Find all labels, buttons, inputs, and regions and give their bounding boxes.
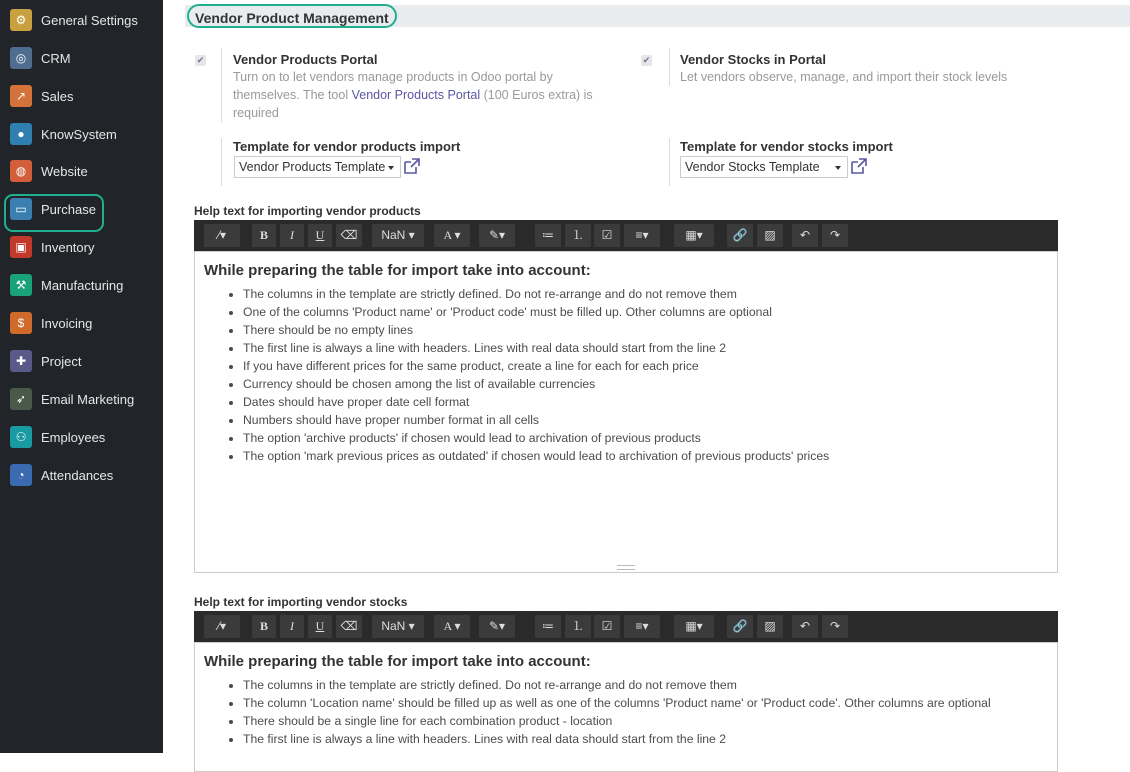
paper-plane-icon: ➶ bbox=[10, 388, 32, 410]
list-item: • There should be a single line for each combination product - location bbox=[243, 712, 991, 730]
list-item: • One of the columns 'Product name' or 'Product code' must be filled up. Other columns are optional bbox=[243, 303, 829, 321]
wrench-icon: ⚒ bbox=[10, 274, 32, 296]
bullet-list-icon[interactable]: ≔ bbox=[535, 224, 561, 247]
list-item: • There should be no empty lines bbox=[243, 321, 829, 339]
checklist-icon[interactable]: ☑ bbox=[594, 224, 620, 247]
bold-icon[interactable]: B bbox=[252, 615, 276, 638]
vendor-stocks-portal-title: Vendor Stocks in Portal bbox=[680, 52, 826, 67]
editor-heading: While preparing the table for import take into account: bbox=[204, 262, 591, 279]
stocks-help-label: Help text for importing vendor stocks bbox=[194, 595, 408, 609]
handshake-icon: ◎ bbox=[10, 47, 32, 69]
list-item: • Dates should have proper date cell format bbox=[243, 393, 829, 411]
sidebar-item-email-marketing[interactable] bbox=[0, 384, 163, 414]
align-icon[interactable]: ≡▾ bbox=[624, 615, 660, 638]
magic-wand-icon[interactable]: ⁄▾ bbox=[204, 224, 240, 247]
font-size-dropdown[interactable]: NaN ▾ bbox=[372, 615, 424, 638]
font-color-icon[interactable]: A ▾ bbox=[434, 224, 470, 247]
sidebar-item-label: Sales bbox=[41, 88, 74, 104]
sidebar-item-crm[interactable] bbox=[0, 43, 163, 73]
desc-text-end: (100 Euros extra) is required bbox=[233, 88, 593, 120]
sidebar-item-knowsystem[interactable] bbox=[0, 119, 163, 149]
undo-icon[interactable]: ↶ bbox=[792, 615, 818, 638]
underline-icon[interactable]: U bbox=[308, 224, 332, 247]
list-item: • The first line is always a line with headers. Lines with real data should start from the line 2 bbox=[243, 730, 991, 748]
sidebar-item-label: Website bbox=[41, 163, 88, 179]
undo-icon[interactable]: ↶ bbox=[792, 224, 818, 247]
sidebar-item-general-settings[interactable] bbox=[0, 5, 163, 35]
list-item: • If you have different prices for the same product, create a line for each for each price bbox=[243, 357, 829, 375]
sidebar-item-employees[interactable] bbox=[0, 422, 163, 452]
editor-toolbar bbox=[194, 220, 1058, 251]
link-icon[interactable]: 🔗 bbox=[727, 224, 753, 247]
list-item: • The option 'mark previous prices as outdated' if chosen would lead to archivation of previous products' prices bbox=[243, 447, 829, 465]
table-icon[interactable]: ▦▾ bbox=[674, 224, 714, 247]
setting-divider bbox=[221, 48, 222, 123]
font-size-dropdown-label: NaN bbox=[381, 228, 406, 242]
sidebar-item-label: Employees bbox=[41, 429, 106, 445]
font-size-dropdown-label: NaN bbox=[381, 619, 406, 633]
sidebar-item-label: Inventory bbox=[41, 239, 95, 255]
sidebar-item-invoicing[interactable] bbox=[0, 308, 163, 338]
products-template-value: Vendor Products Template bbox=[239, 160, 386, 174]
products-help-label: Help text for importing vendor products bbox=[194, 204, 421, 218]
paintbrush-icon[interactable]: ✎▾ bbox=[479, 615, 515, 638]
section-title: Vendor Product Management bbox=[187, 4, 397, 28]
sidebar-item-project[interactable] bbox=[0, 346, 163, 376]
vendor-products-portal-link[interactable]: Vendor Products Portal bbox=[351, 88, 481, 102]
sidebar-item-label: Invoicing bbox=[41, 315, 93, 331]
stocks-template-label: Template for vendor stocks import bbox=[680, 139, 893, 154]
editor-list bbox=[223, 676, 991, 748]
settings-main bbox=[163, 0, 1130, 753]
image-icon[interactable]: ▨ bbox=[757, 224, 783, 247]
sidebar-item-label: General Settings bbox=[41, 12, 138, 28]
list-item: • The column 'Location name' should be filled up as well as one of the columns 'Product name' or 'Product code'. Other columns are optional bbox=[243, 694, 991, 712]
italic-icon[interactable]: I bbox=[280, 615, 304, 638]
numbered-list-icon[interactable]: ⒈ bbox=[565, 224, 591, 247]
people-icon: ⚇ bbox=[10, 426, 32, 448]
sidebar-item-website[interactable] bbox=[0, 156, 163, 186]
sidebar-item-label: Email Marketing bbox=[41, 391, 135, 407]
redo-icon[interactable]: ↷ bbox=[822, 224, 848, 247]
sidebar-item-attendances[interactable] bbox=[0, 460, 163, 490]
sidebar-item-label: Attendances bbox=[41, 467, 114, 483]
image-icon[interactable]: ▨ bbox=[757, 615, 783, 638]
bold-icon[interactable]: B bbox=[252, 224, 276, 247]
vendor-products-portal-desc bbox=[233, 68, 603, 122]
products-help-editor[interactable] bbox=[194, 251, 1058, 573]
globe-icon: ◍ bbox=[10, 160, 32, 182]
vendor-products-portal-checkbox[interactable]: ✔ bbox=[196, 55, 205, 65]
font-color-icon-label: A bbox=[443, 619, 452, 633]
card-icon: ▭ bbox=[10, 198, 32, 220]
chart-icon: ↗ bbox=[10, 85, 32, 107]
sidebar-item-inventory[interactable] bbox=[0, 232, 163, 262]
magic-wand-icon[interactable]: ⁄▾ bbox=[204, 615, 240, 638]
vendor-stocks-portal-desc: Let vendors observe, manage, and import their stock levels bbox=[680, 70, 1008, 84]
setting-divider bbox=[669, 138, 670, 186]
puzzle-icon: ✚ bbox=[10, 350, 32, 372]
align-icon[interactable]: ≡▾ bbox=[624, 224, 660, 247]
products-template-select[interactable] bbox=[234, 156, 401, 178]
checklist-icon[interactable]: ☑ bbox=[594, 615, 620, 638]
list-item: • The columns in the template are strictly defined. Do not re-arrange and do not remove them bbox=[243, 285, 829, 303]
eraser-icon[interactable]: ⌫ bbox=[336, 615, 362, 638]
person-clock-icon: ◔ bbox=[10, 464, 32, 486]
font-color-icon-label: A bbox=[443, 228, 452, 242]
list-item: • Numbers should have proper number format in all cells bbox=[243, 411, 829, 429]
font-size-dropdown[interactable]: NaN ▾ bbox=[372, 224, 424, 247]
paintbrush-icon[interactable]: ✎▾ bbox=[479, 224, 515, 247]
list-item: • The option 'archive products' if chosen would lead to archivation of previous products bbox=[243, 429, 829, 447]
vendor-products-portal-title: Vendor Products Portal bbox=[233, 52, 378, 67]
external-link-icon[interactable] bbox=[850, 157, 868, 175]
sidebar-item-label: CRM bbox=[41, 50, 71, 66]
setting-divider bbox=[669, 48, 670, 86]
italic-icon[interactable]: I bbox=[280, 224, 304, 247]
sidebar-item-sales[interactable] bbox=[0, 81, 163, 111]
sidebar-item-label: Manufacturing bbox=[41, 277, 124, 293]
bullet-list-icon[interactable]: ≔ bbox=[535, 615, 561, 638]
table-icon[interactable]: ▦▾ bbox=[674, 615, 714, 638]
app-sidebar bbox=[0, 0, 163, 753]
stocks-template-select[interactable] bbox=[680, 156, 848, 178]
list-item: • Currency should be chosen among the list of available currencies bbox=[243, 375, 829, 393]
invoice-icon: $ bbox=[10, 312, 32, 334]
sidebar-item-label: Project bbox=[41, 353, 82, 369]
box-icon: ▣ bbox=[10, 236, 32, 258]
underline-icon[interactable]: U bbox=[308, 615, 332, 638]
brain-icon: ● bbox=[10, 123, 32, 145]
stocks-template-value: Vendor Stocks Template bbox=[685, 160, 820, 174]
products-template-label: Template for vendor products import bbox=[233, 139, 461, 154]
desc-text: Turn on to let vendors manage products in Odoo portal by themselves. The tool bbox=[233, 70, 553, 102]
list-item: • The first line is always a line with headers. Lines with real data should start from the line 2 bbox=[243, 339, 829, 357]
vendor-stocks-portal-checkbox[interactable]: ✔ bbox=[642, 55, 651, 65]
resize-handle[interactable] bbox=[617, 565, 635, 570]
sidebar-item-manufacturing[interactable] bbox=[0, 270, 163, 300]
sidebar-item-purchase[interactable] bbox=[0, 194, 163, 224]
eraser-icon[interactable]: ⌫ bbox=[336, 224, 362, 247]
sidebar-item-label: Purchase bbox=[41, 201, 96, 217]
redo-icon[interactable]: ↷ bbox=[822, 615, 848, 638]
list-item: • The columns in the template are strictly defined. Do not re-arrange and do not remove them bbox=[243, 676, 991, 694]
external-link-icon[interactable] bbox=[403, 157, 421, 175]
gear-icon: ⚙ bbox=[10, 9, 32, 31]
setting-divider bbox=[221, 138, 222, 186]
font-color-icon[interactable]: A ▾ bbox=[434, 615, 470, 638]
sidebar-item-label: KnowSystem bbox=[41, 126, 117, 142]
editor-list bbox=[223, 285, 829, 465]
editor-toolbar bbox=[194, 611, 1058, 642]
link-icon[interactable]: 🔗 bbox=[727, 615, 753, 638]
numbered-list-icon[interactable]: ⒈ bbox=[565, 615, 591, 638]
editor-heading: While preparing the table for import take into account: bbox=[204, 653, 591, 670]
